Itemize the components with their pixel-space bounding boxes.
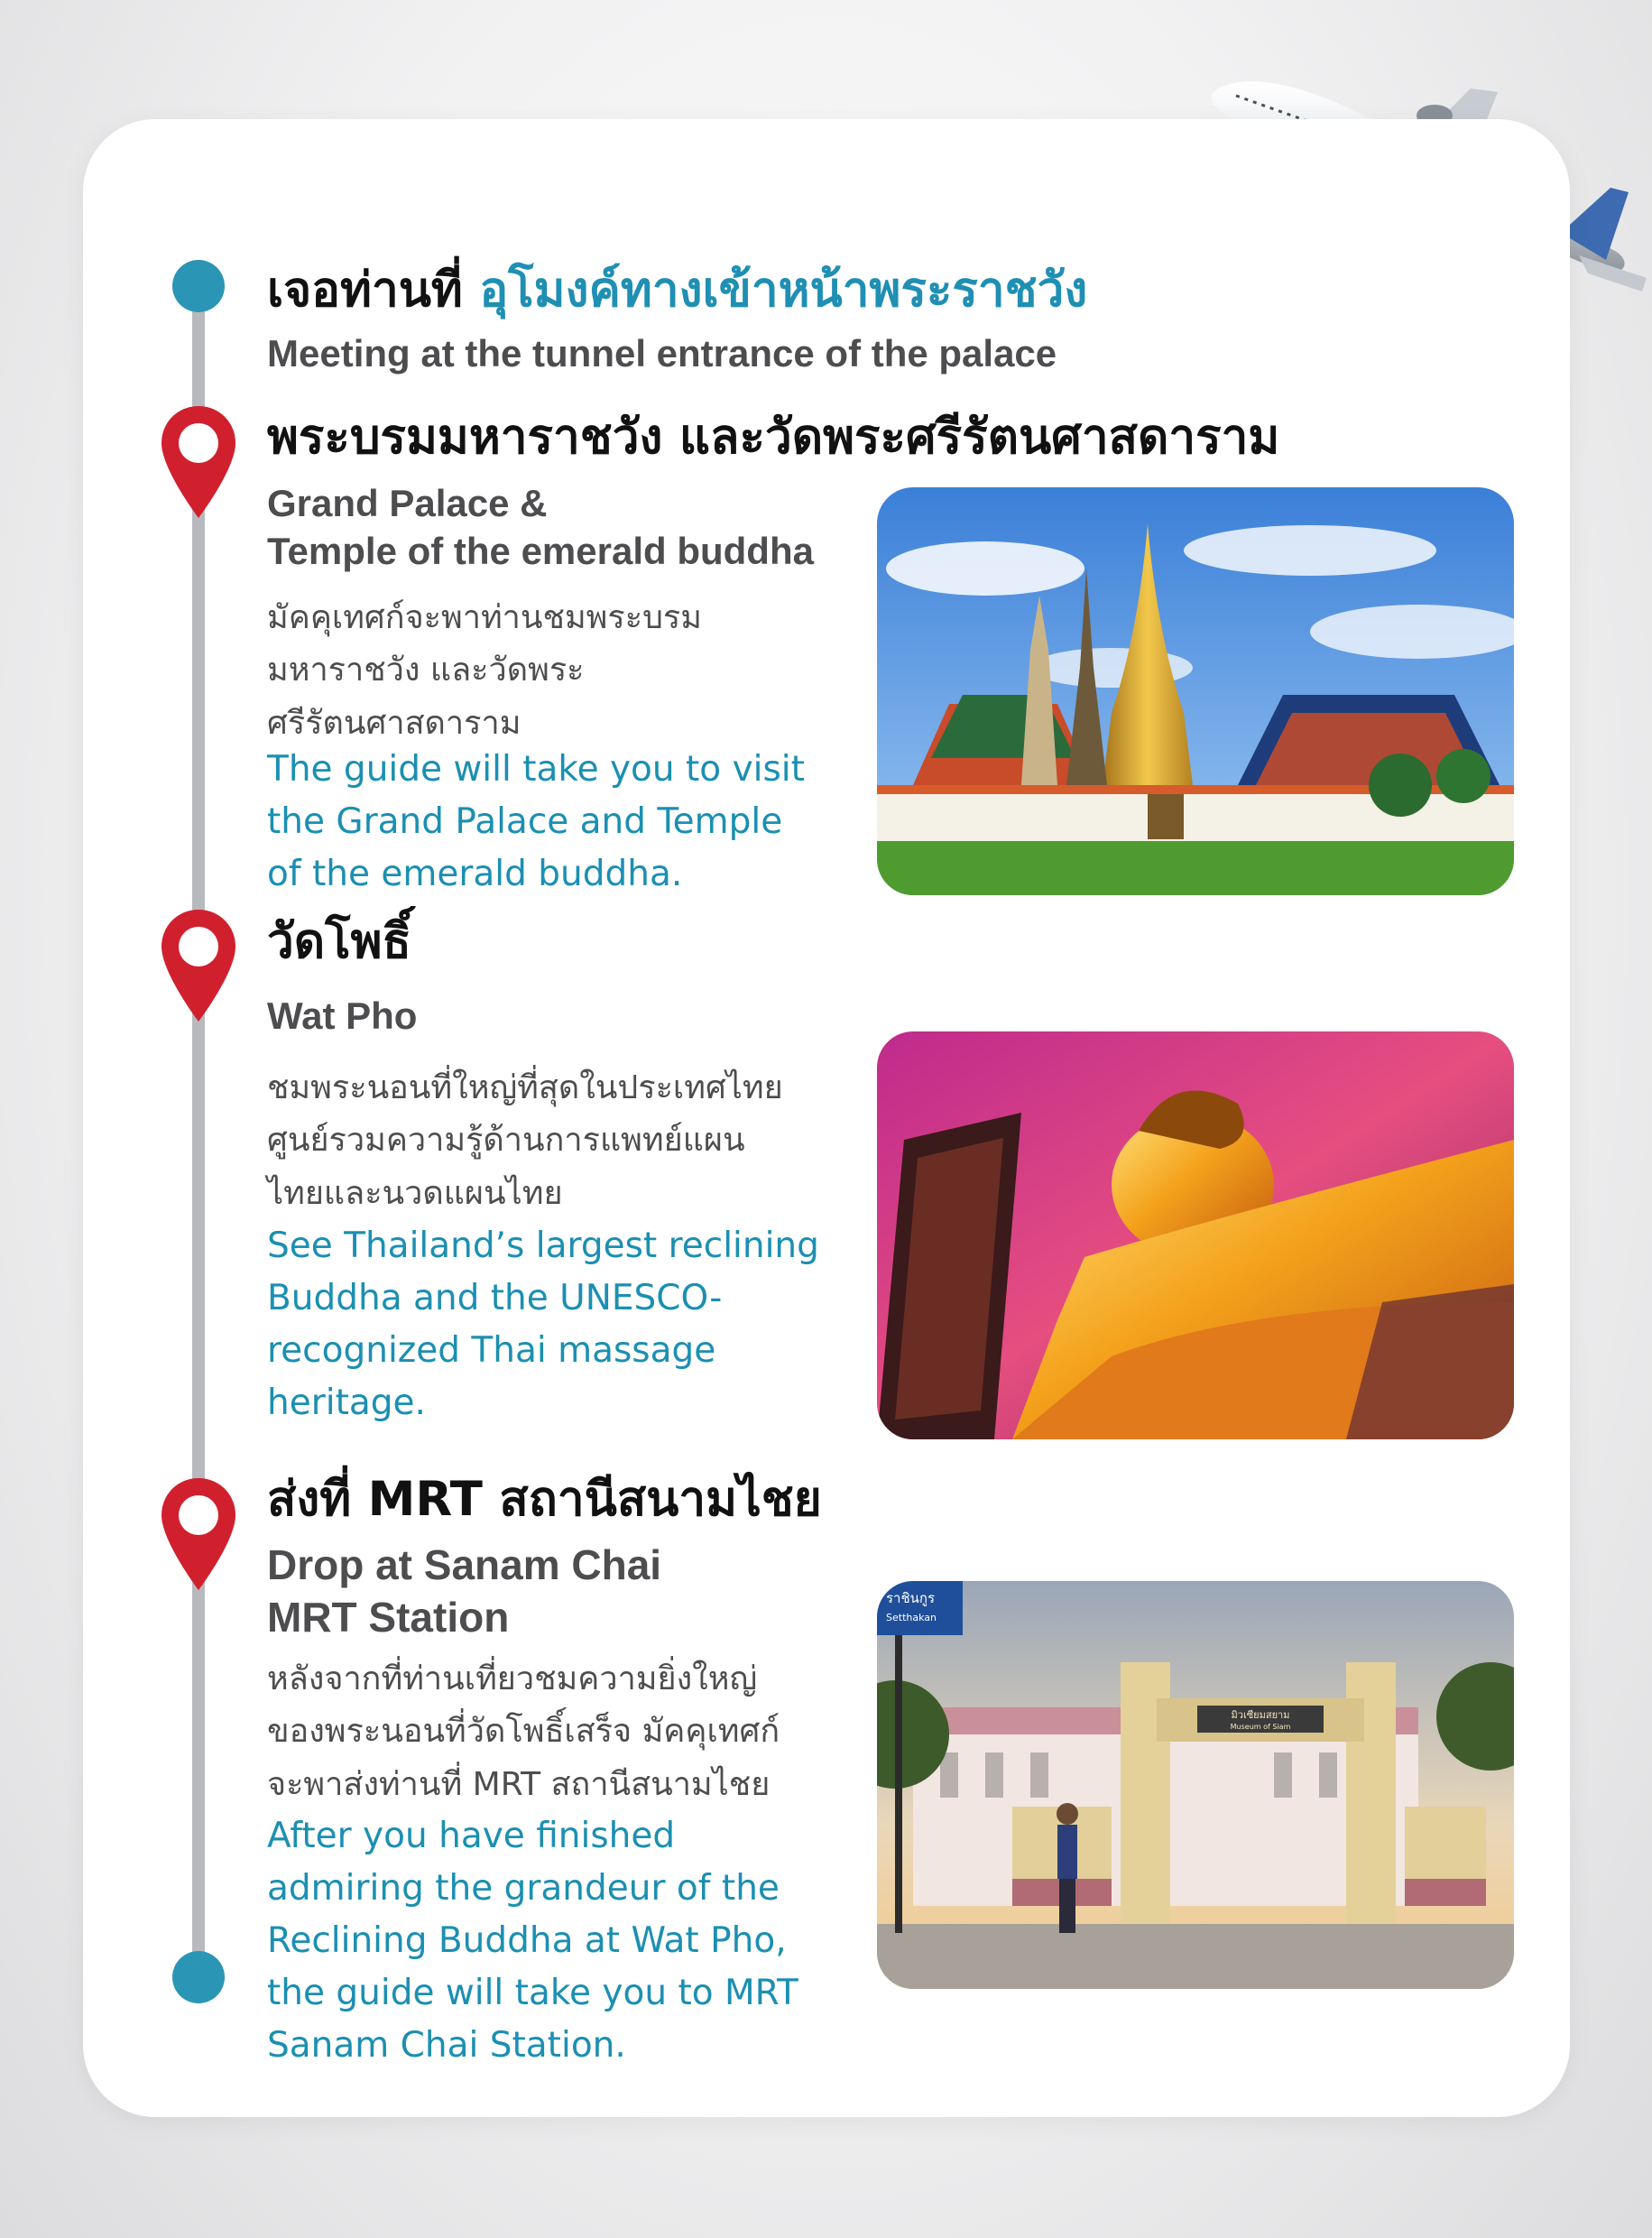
meeting-subtitle: Meeting at the tunnel entrance of the palace [267,332,1057,375]
map-pin-icon [162,910,235,1022]
stop-3-subtitle [267,1540,661,1643]
desc-th-line: ไทยและนวดแผนไทย [267,1174,563,1212]
circle-dot-icon [172,260,225,312]
stop-2-subtitle-line: Wat Pho [267,994,418,1037]
street-sign-text: ราชินกูร [886,1590,936,1606]
desc-th-line: จะพาส่งท่านที่ MRT สถานีสนามไชย [267,1765,771,1803]
stop-2-title: วัดโพธิ์ [267,914,411,969]
desc-en-line: of the emerald buddha. [267,854,683,895]
stop-1-desc-th [267,592,702,750]
stop-1-subtitle-line: Grand Palace & [267,482,548,524]
stop-2-desc-th [267,1062,783,1220]
desc-en-line: the Grand Palace and Temple [267,801,783,843]
museum-sign-text-en: Museum of Siam [1230,1723,1291,1731]
street-sign-text-en: Setthakan [886,1612,937,1623]
desc-th-line: มัคคุเทศก์จะพาท่านชมพระบรม [267,599,702,636]
desc-en-line: See Thailand’s largest reclining [267,1225,819,1266]
desc-en-line: heritage. [267,1383,426,1424]
circle-dot-icon [172,1951,225,2003]
stop-2-desc-en [267,1220,819,1429]
stop-2-subtitle [267,993,417,1040]
desc-th-line: ชมพระนอนที่ใหญ่ที่สุดในประเทศไทย [267,1069,783,1106]
meeting-title [267,264,1087,319]
desc-en-line: The guide will take you to visit [267,749,805,790]
desc-en-line: Buddha and the UNESCO- [267,1278,723,1319]
map-pin-icon [162,406,235,518]
map-pin-icon [162,1478,235,1590]
desc-en-line: admiring the grandeur of the [267,1868,780,1910]
meeting-title-highlight: อุโมงค์ทางเข้าหน้าพระราชวัง [479,263,1088,318]
desc-th-line: ของพระนอนที่วัดโพธิ์เสร็จ มัคคุเทศก์ [267,1713,780,1751]
stop-3-desc-en [267,1810,798,2073]
stop-3-subtitle-line: Drop at Sanam Chai [267,1541,662,1588]
timeline-line [192,282,205,1978]
desc-en-line: Reclining Buddha at Wat Pho, [267,1920,787,1962]
desc-th-line: มหาราชวัง และวัดพระ [267,652,585,689]
stop-3-subtitle-line: MRT Station [267,1593,510,1641]
grand-palace-photo [877,487,1514,895]
desc-th-line: ศูนย์รวมความรู้ด้านการแพทย์แผน [267,1122,745,1160]
museum-sign-text: มิวเซียมสยาม [1231,1709,1290,1721]
desc-th-line: หลังจากที่ท่านเที่ยวชมความยิ่งใหญ่ [267,1660,758,1697]
desc-th-line: ศรีรัตนศาสดาราม [267,704,521,742]
stop-3-title: ส่งที่ MRT สถานีสนามไชย [267,1472,822,1527]
sanam-chai-photo [877,1581,1514,1989]
reclining-buddha-photo [877,1031,1514,1439]
stop-3-desc-th [267,1653,780,1811]
stop-1-title: พระบรมมหาราชวัง และวัดพระศรีรัตนศาสดาราม [267,410,1280,465]
stop-1-desc-en [267,744,805,901]
desc-en-line: recognized Thai massage [267,1330,716,1372]
desc-en-line: After you have finished [267,1816,676,1856]
desc-en-line: Sanam Chai Station. [267,2025,626,2067]
stop-1-subtitle [267,480,814,575]
meeting-title-prefix: เจอท่านที่ [267,263,463,318]
desc-en-line: the guide will take you to MRT [267,1973,798,2014]
stop-1-subtitle-line: Temple of the emerald buddha [267,529,814,572]
